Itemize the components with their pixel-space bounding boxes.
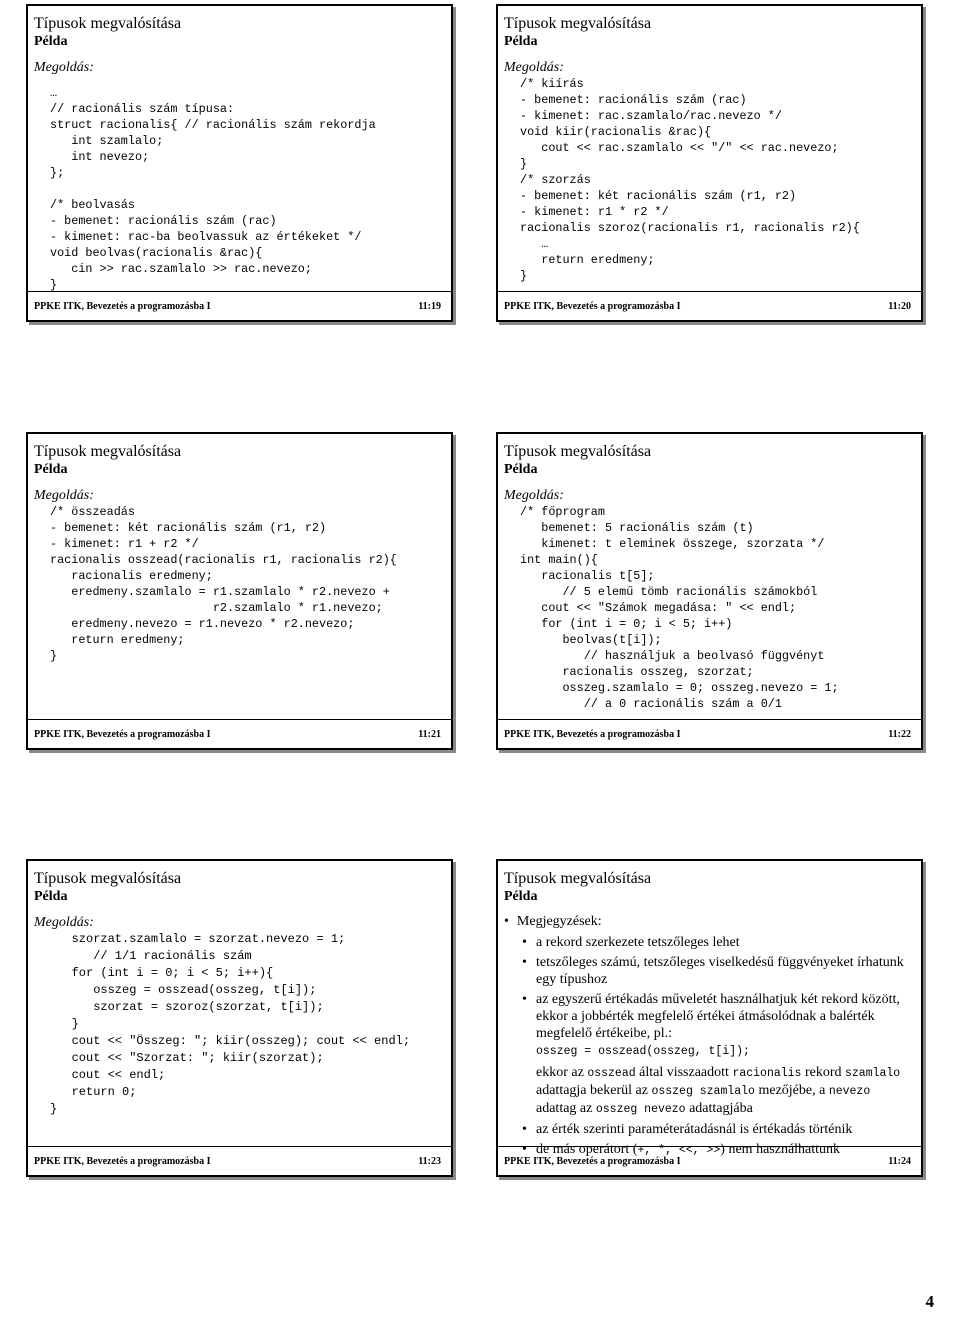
note-code: racionalis [732, 1067, 802, 1080]
solution-label: Megoldás: [34, 915, 94, 930]
note-item [536, 1121, 913, 1138]
slide-subtitle: Példa [504, 34, 538, 49]
footer-slide-number: 11:22 [888, 729, 911, 740]
note-text: mezőjébe, a [754, 1083, 829, 1098]
note-continuation [536, 1060, 913, 1118]
note-code: osszeg nevezo [595, 1103, 686, 1116]
slide-footer [28, 291, 451, 320]
note-code: +, *, <<, >> [637, 1144, 721, 1157]
slide-subtitle: Példa [504, 889, 538, 904]
note-text: adattag az [536, 1101, 596, 1116]
bullet-icon: • [504, 914, 509, 929]
slide-title: Típusok megvalósítása [34, 443, 182, 460]
slide-subtitle: Példa [34, 34, 68, 49]
footer-slide-number: 11:23 [418, 1156, 441, 1167]
note-code: nevezo [828, 1085, 871, 1098]
code-block: … // racionális szám típusa: struct racionalis{ // racionális szám rekordja int szamlalo; int nevezo; }; /* beolvasás - bemenet: racionális szám (rac) - kimenet: rac-ba beolvassuk az értékeket */ void beolvas(racionalis &rac){ cin >> rac.szamlalo >> rac.nevezo; } [50, 86, 376, 292]
slide-subtitle: Példa [504, 462, 538, 477]
footer-slide-number: 11:24 [888, 1156, 911, 1167]
page-number: 4 [925, 1292, 934, 1311]
footer-course: PPKE ITK, Bevezetés a programozásba I [504, 1156, 681, 1167]
slide-title: Típusok megvalósítása [504, 15, 652, 32]
note-code: szamlalo [845, 1067, 901, 1080]
slide-footer [28, 1146, 451, 1175]
slide-footer [498, 719, 921, 748]
note-item [536, 954, 913, 988]
solution-label: Megoldás: [34, 60, 94, 75]
footer-course: PPKE ITK, Bevezetés a programozásba I [34, 1156, 211, 1167]
slide-11-23 [26, 859, 453, 1177]
note-item [536, 934, 913, 951]
slide-title: Típusok megvalósítása [34, 870, 182, 887]
note-text: tetszőleges számú, tetszőleges viselkedésű függvényeket írhatunk egy típushoz [536, 955, 904, 987]
slide-11-19 [26, 4, 453, 322]
footer-course: PPKE ITK, Bevezetés a programozásba I [504, 301, 681, 312]
solution-label: Megoldás: [504, 60, 564, 75]
note-code: osszeg = osszead(osszeg, t[i]); [536, 1045, 750, 1058]
footer-slide-number: 11:21 [418, 729, 441, 740]
slide-footer [498, 1146, 921, 1175]
note-code: osszead [587, 1067, 636, 1080]
note-text: az egyszerű értékadás műveletét használhatjuk két rekord között, ekkor a jobbérték megfelelő értékei átmásolódnak a balérték megfelelő értékeibe, pl.: [536, 992, 900, 1041]
slide-footer [28, 719, 451, 748]
notes-header [504, 913, 913, 930]
notes-sublist [504, 934, 913, 1159]
solution-label: Megoldás: [34, 488, 94, 503]
note-text: az érték szerinti paraméterátadásnál is értékadás történik [536, 1122, 853, 1137]
code-block: /* összeadás - bemenet: két racionális szám (r1, r2) - kimenet: r1 + r2 */ racionalis osszead(racionalis r1, racionalis r2){ racionalis eredmeny; eredmeny.szamlalo = r1.szamlalo * r2.nevezo + r2.szamlalo * r1.nevezo; eredmeny.nevezo = r1.nevezo * r2.nevezo; return eredmeny; } [50, 505, 397, 663]
code-block: /* kiírás - bemenet: racionális szám (rac) - kimenet: rac.szamlalo/rac.nevezo */ void kiir(racionalis &rac){ cout << rac.szamlalo << "/" << rac.nevezo; } /* szorzás - bemenet: két racionális szám (r1, r2) - kimenet: r1 * r2 */ racionalis szoroz(racionalis r1, racionalis r2){ … return eredmeny; } [520, 77, 860, 283]
slide-11-24 [496, 859, 923, 1177]
footer-course: PPKE ITK, Bevezetés a programozásba I [504, 729, 681, 740]
slide-11-21 [26, 432, 453, 750]
code-block: /* főprogram bemenet: 5 racionális szám (t) kimenet: t eleminek összege, szorzata */ int main(){ racionalis t[5]; // 5 elemű tömb racionális számokból cout << "Számok megadása: " << endl; for (int i = 0; i < 5; i++) beolvas(t[i]); // használjuk a beolvasó függvényt racionalis osszeg, szorzat; osszeg.szamlalo = 0; osszeg.nevezo = 1; // a 0 racionális szám a 0/1 [520, 505, 839, 711]
slide-11-22 [496, 432, 923, 750]
notes-header-label: Megjegyzések: [516, 914, 602, 929]
note-text: adattagjába [685, 1101, 753, 1116]
note-code: osszeg szamlalo [651, 1085, 755, 1098]
note-item [536, 991, 913, 1118]
slide-subtitle: Példa [34, 889, 68, 904]
note-text: által visszaadott [635, 1065, 733, 1080]
footer-course: PPKE ITK, Bevezetés a programozásba I [34, 301, 211, 312]
slide-title: Típusok megvalósítása [504, 870, 652, 887]
notes-list [504, 913, 913, 1162]
footer-course: PPKE ITK, Bevezetés a programozásba I [34, 729, 211, 740]
note-text: rekord [801, 1065, 845, 1080]
slide-title: Típusok megvalósítása [504, 443, 652, 460]
note-text: ) nem használhattunk [720, 1142, 841, 1157]
footer-slide-number: 11:20 [888, 301, 911, 312]
note-text: adattagja bekerül az [536, 1083, 652, 1098]
code-block: szorzat.szamlalo = szorzat.nevezo = 1; // 1/1 racionális szám for (int i = 0; i < 5; i++){ osszeg = osszead(osszeg, t[i]); szorzat = szoroz(szorzat, t[i]); } cout << "Összeg: "; kiir(osszeg); cout << endl; cout << "Szorzat: "; kiir(szorzat); cout << endl; return 0; } [50, 932, 411, 1116]
slide-footer [498, 291, 921, 320]
note-text: de más operátort ( [536, 1142, 638, 1157]
slide-11-20 [496, 4, 923, 322]
solution-label: Megoldás: [504, 488, 564, 503]
footer-slide-number: 11:19 [418, 301, 441, 312]
slide-title: Típusok megvalósítása [34, 15, 182, 32]
note-text: ekkor az [536, 1065, 588, 1080]
slide-subtitle: Példa [34, 462, 68, 477]
note-text: a rekord szerkezete tetszőleges lehet [536, 935, 740, 950]
